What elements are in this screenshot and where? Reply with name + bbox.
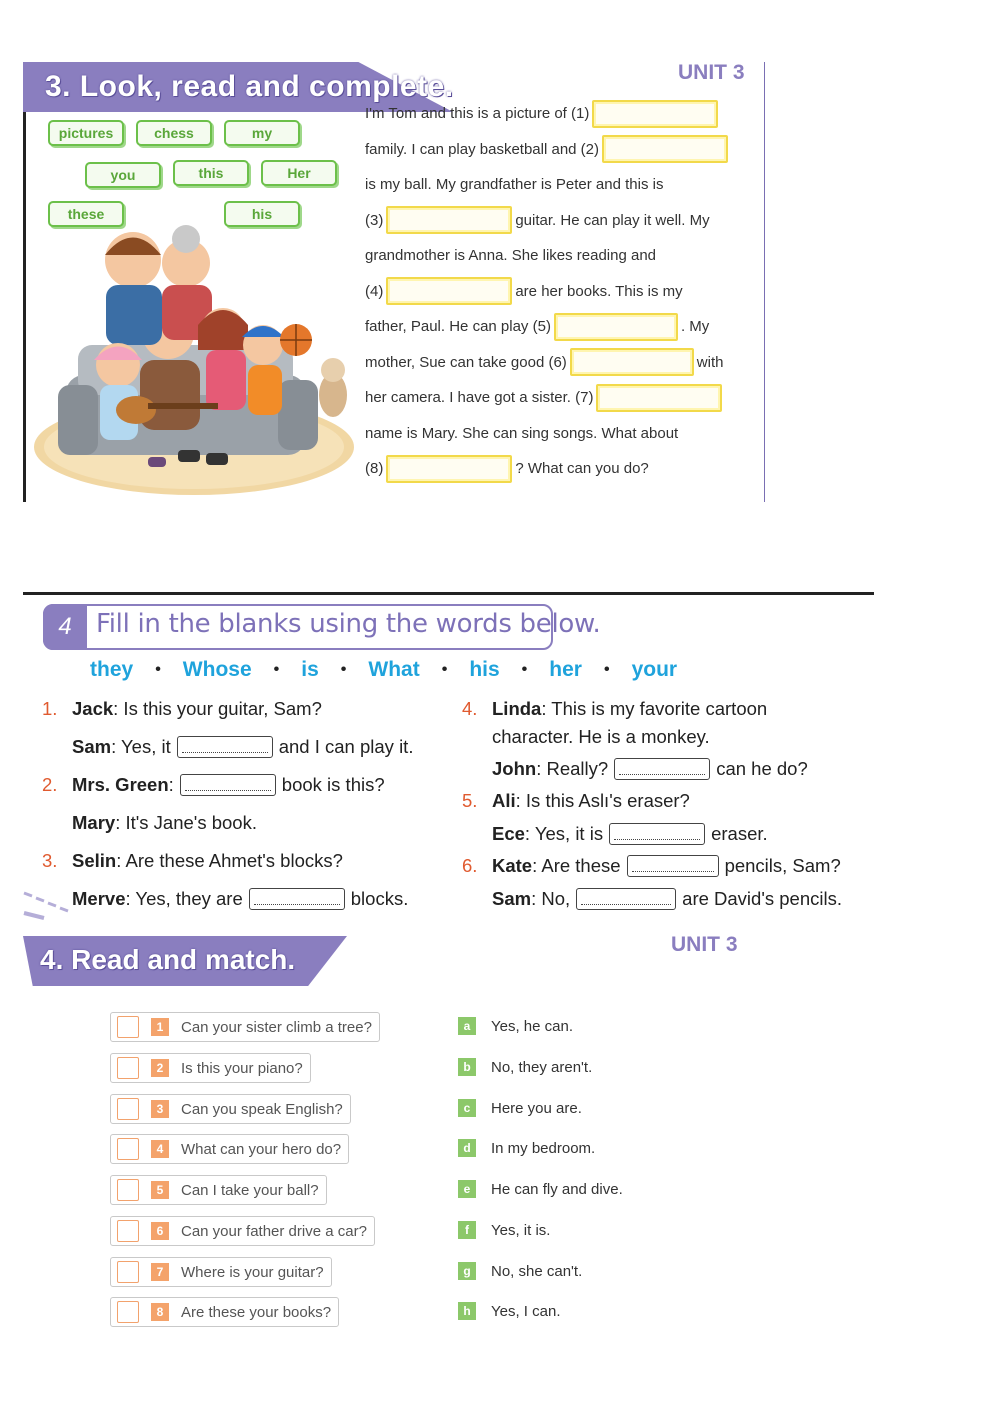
speaker: Merve (72, 888, 126, 909)
question-number: 3. (42, 850, 58, 871)
answer-letter-badge: h (458, 1302, 476, 1320)
bullet: • (340, 661, 347, 678)
question-text: : This is my favorite cartoon (541, 698, 768, 719)
match-question-text: Can you speak English? (181, 1100, 343, 1118)
match-question-text: Can I take your ball? (181, 1181, 319, 1199)
match-answer (458, 1058, 592, 1076)
section-divider (23, 592, 874, 595)
question-text: : Yes, it is (524, 823, 604, 844)
answer-checkbox[interactable] (117, 1138, 139, 1160)
bullet: • (273, 661, 280, 678)
word-chip[interactable]: Her (261, 160, 337, 186)
question-text: : Are these (532, 855, 621, 876)
passage-text: family. I can play basketball and (2) (365, 140, 600, 158)
question-number-badge: 8 (151, 1303, 169, 1321)
question-text: and I can play it. (278, 736, 414, 757)
speaker: Sam (492, 888, 532, 909)
question-number-badge: 4 (151, 1140, 169, 1158)
blank-box[interactable] (177, 736, 273, 758)
question-number: 5. (462, 790, 478, 811)
section3-title: 3. Look, read and complete. (45, 70, 454, 103)
answer-checkbox[interactable] (117, 1179, 139, 1201)
match-question (110, 1216, 375, 1246)
word-bank-item: his (469, 658, 500, 681)
answer-checkbox[interactable] (117, 1220, 139, 1242)
word-bank-item: they (90, 658, 134, 681)
answer-box-4[interactable] (386, 277, 512, 305)
passage-line (365, 380, 755, 416)
match-answer (458, 1017, 573, 1035)
question-text: : Are these Ahmet's blocks? (116, 850, 343, 871)
blank-box[interactable] (614, 758, 710, 780)
answer-letter-badge: g (458, 1262, 476, 1280)
word-bank-item: is (301, 658, 319, 681)
question-line (72, 888, 408, 910)
word-chip[interactable]: this (173, 160, 249, 186)
speaker: Kate (492, 855, 533, 876)
word-chip[interactable]: my (224, 120, 300, 146)
passage-text: are her books. This is my (515, 282, 683, 300)
match-answer-text: Yes, it is. (491, 1221, 551, 1239)
question-text: : Really? (536, 758, 609, 779)
section3-unit-label: UNIT 3 (678, 61, 745, 84)
speaker: Jack (72, 698, 114, 719)
question-line (72, 736, 413, 758)
bullet: • (521, 661, 528, 678)
word-chip[interactable]: his (224, 201, 300, 227)
word-bank-item: your (631, 658, 678, 681)
question-text: : (168, 774, 174, 795)
match-question (110, 1297, 339, 1327)
answer-box-5[interactable] (554, 313, 678, 341)
speaker: Ece (492, 823, 525, 844)
answer-checkbox[interactable] (117, 1098, 139, 1120)
speaker: Selin (72, 850, 117, 871)
word-chip[interactable]: you (85, 162, 161, 188)
match-question-text: Can your sister climb a tree? (181, 1018, 372, 1036)
match-answer (458, 1099, 582, 1117)
passage-text: guitar. He can play it well. My (515, 211, 710, 229)
section4-title: Fill in the blanks using the words below. (96, 609, 601, 639)
match-question (110, 1134, 349, 1164)
match-answer (458, 1180, 623, 1198)
question-line (42, 698, 322, 720)
question-line (72, 812, 257, 834)
question-text: : Is this your guitar, Sam? (113, 698, 322, 719)
match-question-text: Are these your books? (181, 1303, 332, 1321)
passage-text: (3) (365, 211, 384, 229)
match-question-text: Is this your piano? (181, 1059, 303, 1077)
speaker: Mrs. Green (72, 774, 169, 795)
question-number-badge: 3 (151, 1100, 169, 1118)
question-line (492, 888, 842, 910)
question-text: eraser. (711, 823, 768, 844)
match-question (110, 1094, 351, 1124)
speaker: Ali (492, 790, 516, 811)
match-answer-text: He can fly and dive. (491, 1180, 623, 1198)
question-line (492, 758, 808, 780)
passage-line (365, 451, 755, 487)
question-line (462, 790, 690, 812)
question-text: character. He is a monkey. (492, 726, 710, 747)
blank-box[interactable] (180, 774, 276, 796)
question-text: : Yes, it (111, 736, 171, 757)
passage-text: I'm Tom and this is a picture of (1) (365, 105, 590, 122)
question-text: blocks. (350, 888, 409, 909)
speaker: Mary (72, 812, 116, 833)
decorative-dashes (22, 885, 82, 920)
answer-letter-badge: c (458, 1099, 476, 1117)
question-text: : It's Jane's book. (115, 812, 257, 833)
question-number: 6. (462, 855, 478, 876)
passage-text: her camera. I have got a sister. (7) (365, 389, 594, 406)
question-line (462, 855, 841, 877)
question-text: : Yes, they are (125, 888, 243, 909)
word-chip[interactable]: chess (136, 120, 212, 146)
answer-checkbox[interactable] (117, 1016, 139, 1038)
match-answer-text: Here you are. (491, 1099, 582, 1117)
answer-box-8[interactable] (386, 455, 512, 483)
passage-text: (8) (365, 460, 384, 477)
match-unit-label: UNIT 3 (671, 933, 738, 956)
question-text: : Is this Aslı's eraser? (515, 790, 690, 811)
match-answer (458, 1221, 550, 1239)
word-bank-item: her (549, 658, 582, 681)
question-text: can he do? (716, 758, 808, 779)
match-answer-text: No, they aren't. (491, 1058, 593, 1076)
passage-text: grandmother is Anna. She likes reading and (365, 247, 657, 264)
question-number-badge: 5 (151, 1181, 169, 1199)
match-question-text: What can your hero do? (181, 1140, 342, 1158)
speaker: Sam (72, 736, 112, 757)
passage-line (365, 238, 755, 274)
passage-line (365, 167, 755, 203)
section4-number: 4 (43, 604, 87, 650)
question-number-badge: 1 (151, 1018, 169, 1036)
answer-letter-badge: e (458, 1180, 476, 1198)
family-illustration (28, 225, 360, 500)
answer-checkbox[interactable] (117, 1301, 139, 1323)
word-bank (90, 658, 810, 682)
answer-letter-badge: f (458, 1221, 476, 1239)
question-number-badge: 7 (151, 1263, 169, 1281)
bullet: • (155, 661, 161, 678)
passage-line (365, 203, 755, 239)
question-line (492, 726, 710, 748)
match-question (110, 1257, 332, 1287)
passage-line (365, 132, 755, 168)
match-answer-text: Yes, I can. (491, 1302, 561, 1320)
passage-text: is my ball. My grandfather is Peter and this is (365, 176, 664, 193)
question-number: 4. (462, 698, 478, 719)
answer-letter-badge: d (458, 1139, 476, 1157)
passage-line (365, 416, 755, 452)
passage-text: (4) (365, 282, 384, 300)
question-text: : No, (531, 888, 571, 909)
answer-letter-badge: a (458, 1017, 476, 1035)
answer-box-1[interactable] (592, 100, 718, 128)
blank-box[interactable] (576, 888, 676, 910)
blank-box[interactable] (609, 823, 705, 845)
match-answer-text: Yes, he can. (491, 1017, 574, 1035)
match-answer-text: No, she can't. (491, 1262, 583, 1280)
match-answer (458, 1302, 561, 1320)
answer-letter-badge: b (458, 1058, 476, 1076)
passage-text: father, Paul. He can play (5) (365, 318, 551, 335)
question-number-badge: 2 (151, 1059, 169, 1077)
word-bank-item: Whose (182, 658, 252, 681)
question-text: are David's pencils. (682, 888, 842, 909)
blank-box[interactable] (627, 855, 719, 877)
passage-line (365, 345, 755, 381)
passage-line (365, 274, 755, 310)
match-answer (458, 1262, 582, 1280)
answer-checkbox[interactable] (117, 1261, 139, 1283)
word-chip[interactable]: pictures (48, 120, 124, 146)
word-chip[interactable]: these (48, 201, 124, 227)
answer-box-2[interactable] (602, 135, 728, 163)
passage-text: with (696, 353, 724, 371)
passage-text: mother, Sue can take good (6) (365, 353, 567, 371)
match-title: 4. Read and match. (40, 944, 296, 975)
passage-text: . My (680, 318, 710, 335)
question-line (462, 698, 767, 720)
question-number: 2. (42, 774, 58, 795)
question-text: book is this? (281, 774, 385, 795)
question-number: 1. (42, 698, 58, 719)
match-answer (458, 1139, 595, 1157)
passage-text: name is Mary. She can sing songs. What about (365, 424, 679, 442)
match-answer-text: In my bedroom. (491, 1139, 596, 1157)
question-line (492, 823, 768, 845)
answer-box-7[interactable] (596, 384, 722, 412)
answer-checkbox[interactable] (117, 1057, 139, 1079)
question-line (42, 850, 343, 872)
bullet: • (441, 661, 448, 678)
question-number-badge: 6 (151, 1222, 169, 1240)
passage-line (365, 309, 755, 345)
section3-passage (365, 96, 755, 487)
speaker: Linda (492, 698, 542, 719)
word-bank-item: What (368, 658, 420, 681)
match-question (110, 1012, 380, 1042)
bullet: • (603, 661, 610, 678)
passage-line (365, 96, 755, 132)
match-question (110, 1053, 311, 1083)
answer-box-6[interactable] (570, 348, 694, 376)
passage-text: ? What can you do? (515, 460, 649, 477)
match-question-text: Where is your guitar? (181, 1263, 324, 1281)
speaker: John (492, 758, 537, 779)
match-question (110, 1175, 327, 1205)
blank-box[interactable] (249, 888, 345, 910)
match-question-text: Can your father drive a car? (181, 1222, 367, 1240)
answer-box-3[interactable] (386, 206, 512, 234)
question-line (42, 774, 385, 796)
question-text: pencils, Sam? (724, 855, 841, 876)
